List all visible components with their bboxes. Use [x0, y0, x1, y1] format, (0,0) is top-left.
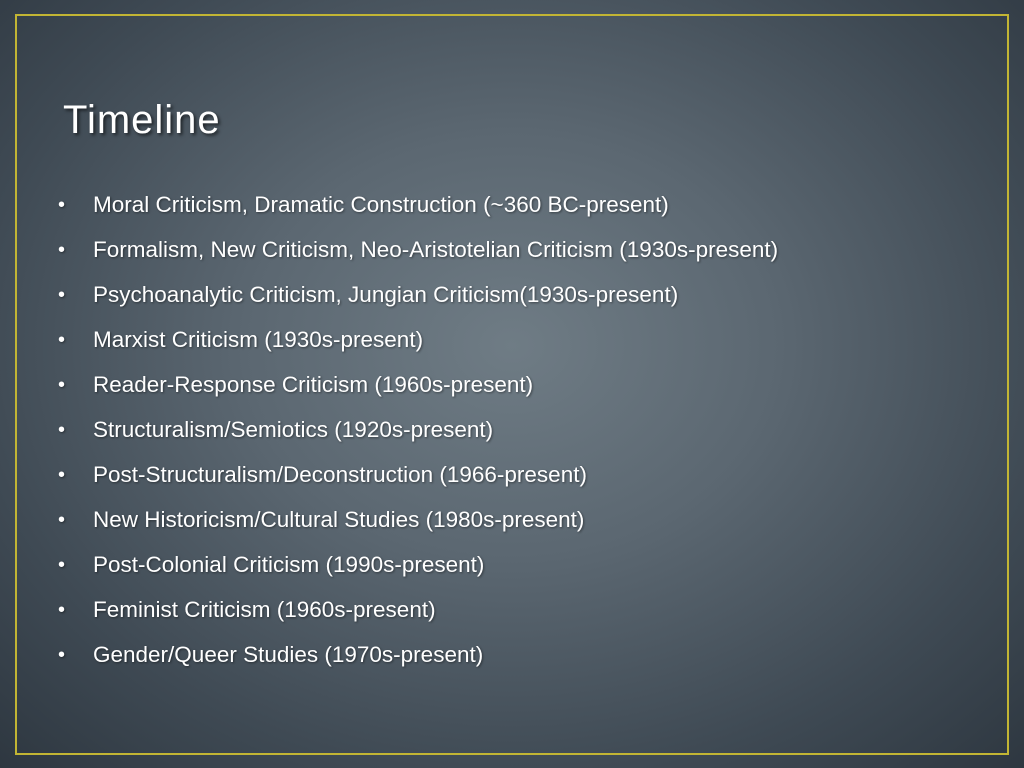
list-item — [56, 276, 778, 321]
bullet-dot-icon: • — [58, 194, 66, 216]
list-item-label: Feminist Criticism (1960s-present) — [93, 597, 436, 622]
list-item-label: Formalism, New Criticism, Neo-Aristotelian Criticism (1930s-present) — [93, 237, 779, 262]
list-item — [56, 411, 778, 456]
bullet-dot-icon: • — [58, 329, 66, 351]
bullet-dot-icon: • — [58, 509, 66, 531]
bullet-dot-icon: • — [58, 464, 66, 486]
list-item — [56, 366, 778, 411]
list-item-label: New Historicism/Cultural Studies (1980s-present) — [93, 507, 585, 532]
bullet-dot-icon: • — [58, 644, 66, 666]
list-item-label: Post-Colonial Criticism (1990s-present) — [93, 552, 485, 577]
list-item-label: Moral Criticism, Dramatic Construction (~360 BC-present) — [93, 192, 669, 217]
list-item — [56, 501, 778, 546]
list-item — [56, 591, 778, 636]
slide-title: Timeline — [63, 98, 221, 142]
list-item — [56, 546, 778, 591]
list-item — [56, 321, 778, 366]
timeline-bullet-list — [56, 186, 778, 681]
list-item-label: Post-Structuralism/Deconstruction (1966-present) — [93, 462, 587, 487]
list-item — [56, 186, 778, 231]
bullet-dot-icon: • — [58, 419, 66, 441]
list-item-label: Structuralism/Semiotics (1920s-present) — [93, 417, 494, 442]
list-item-label: Marxist Criticism (1930s-present) — [93, 327, 424, 352]
list-item-label: Psychoanalytic Criticism, Jungian Criticism(1930s-present) — [93, 282, 679, 307]
bullet-dot-icon: • — [58, 374, 66, 396]
bullet-dot-icon: • — [58, 554, 66, 576]
bullet-dot-icon: • — [58, 239, 66, 261]
list-item — [56, 636, 778, 681]
bullet-dot-icon: • — [58, 599, 66, 621]
list-item-label: Reader-Response Criticism (1960s-present) — [93, 372, 534, 397]
list-item — [56, 456, 778, 501]
bullet-dot-icon: • — [58, 284, 66, 306]
list-item-label: Gender/Queer Studies (1970s-present) — [93, 642, 484, 667]
list-item — [56, 231, 778, 276]
